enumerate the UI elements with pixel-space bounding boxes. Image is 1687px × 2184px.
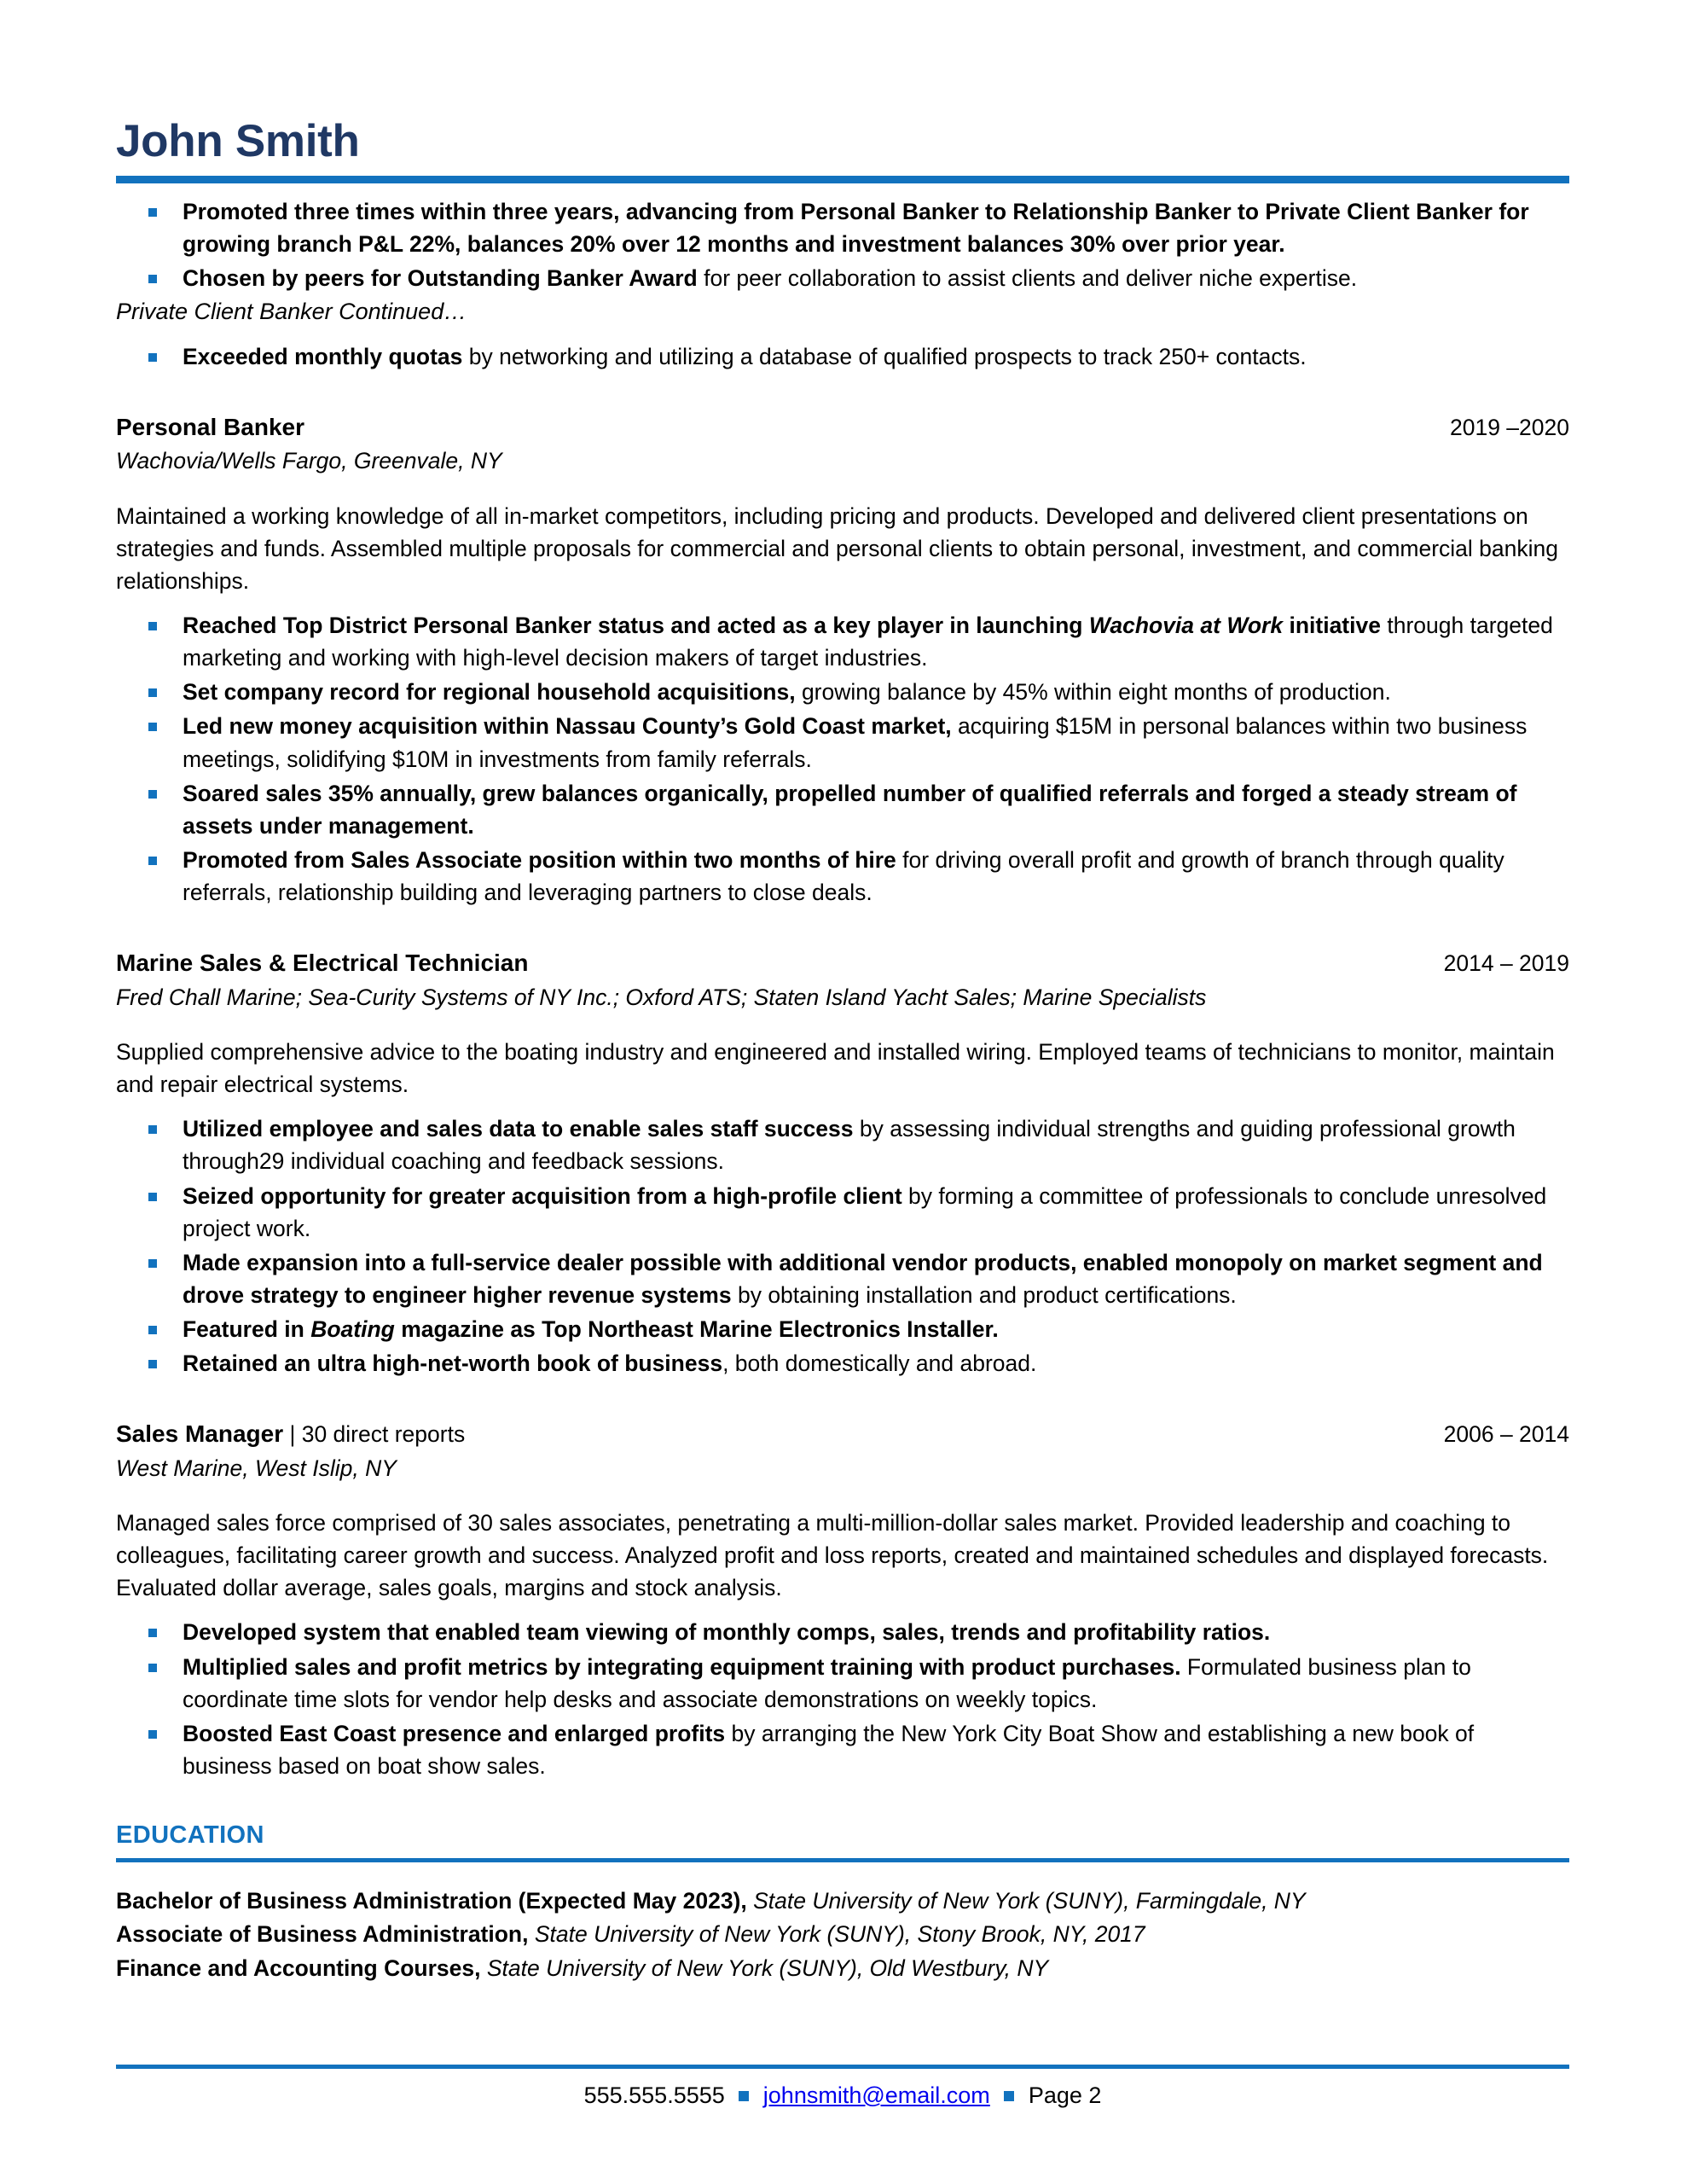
bullet-bold-tail-text: initiative <box>1283 613 1381 639</box>
bullet-bold-text: Promoted from Sales Associate position within two months of hire <box>183 847 896 874</box>
footer-page-number: Page 2 <box>1028 2082 1102 2108</box>
job-bullet-list <box>116 1616 1569 1782</box>
bullet-bold-text: Promoted three times within three years, advancing from Personal Banker to Relationship Banker to Private Client Banker for growing branch P&L 22%, balances 20% over 12 months and investment balances 30% over prior year. <box>183 198 1529 257</box>
education-list <box>116 1885 1569 1985</box>
job-summary: Managed sales force comprised of 30 sales associates, penetrating a multi-million-dollar sales market. Provided leadership and coaching to colleagues, facilitating career growth and success. Analyzed profit and loss reports, created and maintained schedules and displayed forecasts. Evaluated dollar average, sales goals, margins and stock analysis. <box>116 1509 1549 1601</box>
job-entry <box>116 910 1569 1380</box>
bullet-regular-text: by assessing individual strengths and guiding professional growth through29 individual coaching and feedback sessions. <box>183 1116 1516 1175</box>
footer-phone: 555.555.5555 <box>583 2082 725 2108</box>
bullet-item <box>116 262 1569 294</box>
job-title <box>116 412 304 443</box>
bullet-regular-text: through targeted marketing and working with high-level decision makers of target industries. <box>183 613 1553 671</box>
education-section <box>116 1821 1569 1985</box>
education-degree: Associate of Business Administration, <box>116 1921 529 1948</box>
bullet-bold-text: Chosen by peers for Outstanding Banker Award <box>183 264 698 291</box>
bullet-item <box>116 1347 1569 1380</box>
education-school: State University of New York (SUNY), Old Westbury, NY <box>480 1955 1049 1981</box>
bullet-bold-text: Set company record for regional household acquisitions, <box>183 679 796 706</box>
job-title-text: Personal Banker <box>116 414 304 441</box>
bullet-item <box>116 1112 1569 1177</box>
bullet-item <box>116 1616 1569 1648</box>
job-bullet-list <box>116 609 1569 909</box>
footer-contact-line <box>116 2081 1569 2111</box>
job-dates: 2019 –2020 <box>1449 415 1569 441</box>
job-dates: 2006 – 2014 <box>1443 1421 1569 1448</box>
bullet-bold-text: Exceeded monthly quotas <box>183 343 463 369</box>
bullet-item <box>116 1717 1569 1782</box>
bullet-regular-text: by forming a committee of professionals to conclude unresolved project work. <box>183 1182 1547 1241</box>
job-header <box>116 1419 1569 1449</box>
footer-email-link[interactable]: johnsmith@email.com <box>762 2082 990 2108</box>
document-header <box>116 0 1569 183</box>
job-summary: Maintained a working knowledge of all in-market competitors, including pricing and products. Developed and delivered client presentations on strategies and funds. Assembled multiple proposals for commercial and personal clients to obtain personal, investment, and commercial banking relationships. <box>116 502 1558 594</box>
education-degree: Finance and Accounting Courses, <box>116 1955 481 1981</box>
education-entry <box>116 1885 1569 1918</box>
bullet-bold-text: Made expansion into a full-service dealer possible with additional vendor products, enabled monopoly on market segment and drove strategy to engineer higher revenue systems <box>183 1249 1543 1308</box>
job-title-text: Marine Sales & Electrical Technician <box>116 950 529 977</box>
bullet-item <box>116 1313 1569 1345</box>
job-summary: Supplied comprehensive advice to the boating industry and engineered and installed wiring. Employed teams of technicians to monitor, maintain and repair electrical systems. <box>116 1038 1555 1098</box>
bullet-bold-text: Reached Top District Personal Banker status and acted as a key player in launching <box>183 613 1089 639</box>
job-header <box>116 948 1569 979</box>
job-company: Fred Chall Marine; Sea-Curity Systems of NY Inc.; Oxford ATS; Staten Island Yacht Sales; Marine Specialists <box>116 984 1207 1010</box>
bullet-regular-text: by arranging the New York City Boat Show and establishing a new book of business based on boat show sales. <box>183 1720 1475 1780</box>
education-school: State University of New York (SUNY), Farmingdale, NY <box>746 1888 1306 1914</box>
bullet-bold-italic-text: Wachovia at Work <box>1088 613 1284 639</box>
job-entry <box>116 375 1569 909</box>
continued-label: Private Client Banker Continued… <box>116 299 467 325</box>
separator-square-icon <box>1004 2091 1014 2101</box>
bullet-regular-text: growing balance by 45% within eight months of production. <box>795 679 1391 706</box>
bullet-item <box>116 1651 1569 1716</box>
bullet-bold-text: Boosted East Coast presence and enlarged profits <box>183 1720 726 1746</box>
education-entry <box>116 1918 1569 1951</box>
bullet-bold-text: Retained an ultra high-net-worth book of business <box>183 1350 723 1377</box>
page-title: John Smith <box>116 116 360 166</box>
education-entry <box>116 1952 1569 1985</box>
education-school: State University of New York (SUNY), Stony Brook, NY, 2017 <box>528 1921 1145 1948</box>
bullet-item <box>116 195 1569 260</box>
bullet-regular-text: by obtaining installation and product certifications. <box>731 1282 1237 1308</box>
job-header <box>116 412 1569 443</box>
bullet-item <box>116 609 1569 674</box>
bullet-bold-italic-text: Boating <box>310 1316 395 1343</box>
bullet-item <box>116 844 1569 909</box>
separator-square-icon <box>739 2091 749 2101</box>
bullet-bold-text: Featured in <box>183 1316 311 1343</box>
bullet-bold-text: Utilized employee and sales data to enable sales staff success <box>183 1116 854 1142</box>
document-footer <box>116 2065 1569 2111</box>
bullet-regular-text: by networking and utilizing a database of qualified prospects to track 250+ contacts. <box>462 343 1307 369</box>
education-degree: Bachelor of Business Administration (Expected May 2023), <box>116 1888 747 1914</box>
continued-bullet-list <box>116 340 1569 373</box>
footer-rule <box>116 2065 1569 2069</box>
bullet-bold-text: Seized opportunity for greater acquisition from a high-profile client <box>183 1182 902 1209</box>
job-title-extra: | 30 direct reports <box>283 1421 466 1448</box>
bullet-item <box>116 676 1569 708</box>
bullet-item <box>116 710 1569 775</box>
bullet-bold-tail-text: magazine as Top Northeast Marine Electronics Installer. <box>394 1316 999 1343</box>
bullet-regular-text: for peer collaboration to assist clients and deliver niche expertise. <box>697 264 1358 291</box>
bullet-regular-text: Formulated business plan to coordinate time slots for vendor help desks and associate demonstrations on weekly topics. <box>183 1653 1471 1712</box>
bullet-bold-text: Soared sales 35% annually, grew balances organically, propelled number of qualified referrals and forged a steady stream of assets under management. <box>183 780 1517 839</box>
header-accent-rule <box>116 176 1569 183</box>
bullet-bold-text: Multiplied sales and profit metrics by integrating equipment training with product purchases. <box>183 1653 1181 1680</box>
bullet-bold-text: Led new money acquisition within Nassau County’s Gold Coast market, <box>183 713 952 740</box>
job-title <box>116 1419 465 1449</box>
job-company: Wachovia/Wells Fargo, Greenvale, NY <box>116 448 502 474</box>
bullet-item <box>116 777 1569 842</box>
bullet-item <box>116 1246 1569 1311</box>
bullet-regular-text: acquiring $15M in personal balances within two business meetings, solidifying $10M in investments from family referrals. <box>183 713 1528 772</box>
experience-section <box>116 375 1569 1782</box>
education-heading: EDUCATION <box>116 1821 264 1850</box>
job-dates: 2014 – 2019 <box>1443 950 1569 977</box>
job-title <box>116 948 528 979</box>
carryover-bullet-list <box>116 195 1569 294</box>
bullet-item <box>116 1180 1569 1245</box>
bullet-bold-text: Developed system that enabled team viewing of monthly comps, sales, trends and profitability ratios. <box>183 1619 1271 1646</box>
job-entry <box>116 1381 1569 1782</box>
bullet-regular-text: for driving overall profit and growth of branch through quality referrals, relationship building and leveraging partners to close deals. <box>183 847 1504 906</box>
job-bullet-list <box>116 1112 1569 1380</box>
bullet-regular-text: , both domestically and abroad. <box>722 1350 1037 1377</box>
job-title-text: Sales Manager <box>116 1420 284 1448</box>
bullet-item <box>116 340 1569 373</box>
job-company: West Marine, West Islip, NY <box>116 1455 397 1481</box>
